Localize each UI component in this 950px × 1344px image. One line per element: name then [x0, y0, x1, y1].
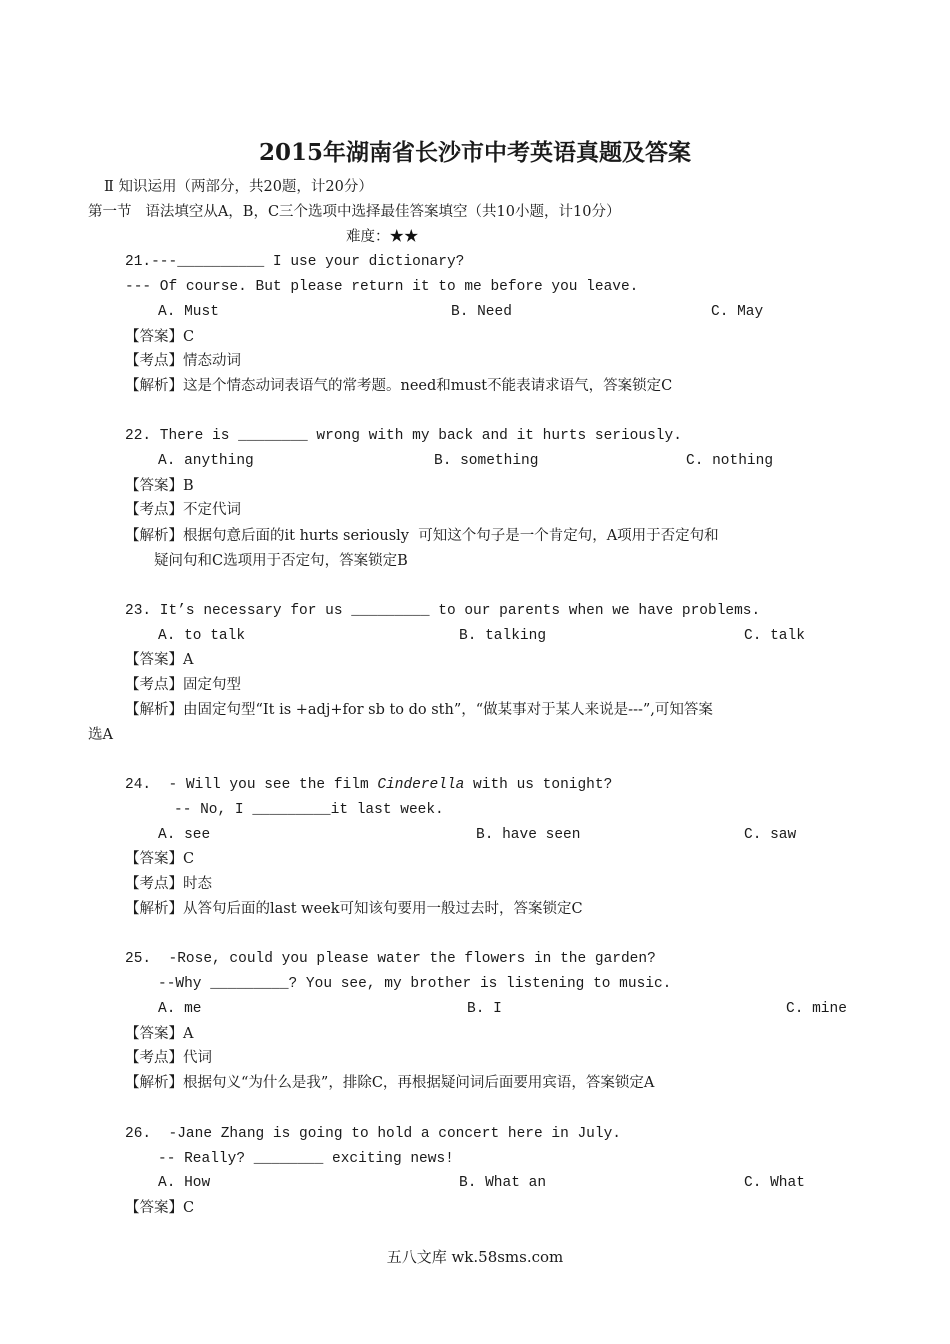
- answer-label: 【答案】: [125, 478, 183, 494]
- q23-analysis-text-1: 由固定句型“It is +adj+for sb to do sth”，“做某事对于某人来说是---”,可知答案: [183, 702, 713, 718]
- document-title: 2015年湖南省长沙市中考英语真题及答案: [258, 139, 691, 166]
- point-label: 【考点】: [125, 502, 183, 518]
- q25-analysis-text: 根据句义“为什么是我”，排除C，再根据疑问词后面要用宾语，答案锁定A: [183, 1075, 655, 1091]
- q22-option-b: B. something: [434, 453, 539, 469]
- q21-option-c: C. May: [711, 304, 764, 320]
- q22-point: [125, 501, 241, 519]
- q25-response: --Why _________? You see, my brother is listening to music.: [158, 976, 672, 992]
- q26-response: -- Really? ________ exciting news!: [158, 1151, 454, 1167]
- q25-answer: [125, 1025, 193, 1043]
- q22-question: 22. There is ________ wrong with my back and it hurts seriously.: [125, 428, 682, 444]
- point-label: 【考点】: [125, 1050, 183, 1066]
- q24-point: [125, 875, 212, 893]
- q22-analysis-text-1: 根据句意后面的it hurts seriously 可知这个句子是一个肯定句，A项用于否定句和: [183, 528, 719, 544]
- q21-answer-value: C: [183, 329, 195, 345]
- q22-option-a: A. anything: [158, 453, 254, 469]
- answer-label: 【答案】: [125, 652, 183, 668]
- q21-response: --- Of course. But please return it to me before you leave.: [125, 279, 639, 295]
- q23-analysis: [125, 701, 713, 719]
- q24-answer-value: C: [183, 851, 195, 867]
- q23-answer: [125, 651, 193, 669]
- q25-question: 25. -Rose, could you please water the flowers in the garden?: [125, 951, 656, 967]
- analysis-label: 【解析】: [125, 702, 183, 718]
- q26-option-c: C. What: [744, 1175, 805, 1191]
- q23-option-a: A. to talk: [158, 628, 246, 644]
- q24-analysis: [125, 900, 583, 918]
- difficulty-label: 难度：: [346, 229, 390, 245]
- point-label: 【考点】: [125, 353, 183, 369]
- q22-point-value: 不定代词: [183, 502, 241, 518]
- analysis-label: 【解析】: [125, 378, 183, 394]
- q21-option-b: B. Need: [451, 304, 512, 320]
- q23-option-c: C. talk: [744, 628, 805, 644]
- q24-response: -- No, I _________it last week.: [174, 802, 444, 818]
- q22-option-c: C. nothing: [686, 453, 774, 469]
- q22-answer-value: B: [183, 478, 194, 494]
- q23-option-b: B. talking: [459, 628, 547, 644]
- q26-answer-value: C: [183, 1200, 195, 1216]
- part-heading: Ⅱ 知识运用（两部分，共20题，计20分）: [104, 179, 373, 195]
- q21-option-a: A. Must: [158, 304, 219, 320]
- q26-option-a: A. How: [158, 1175, 211, 1191]
- q24-question-post: with us tonight?: [464, 777, 613, 793]
- q24-option-b: B. have seen: [476, 827, 581, 843]
- q24-answer: [125, 850, 194, 868]
- q24-film-title: Cinderella: [377, 777, 465, 793]
- q24-question: [125, 776, 612, 794]
- star-icon: ★★: [389, 229, 419, 245]
- q25-option-c: C. mine: [786, 1001, 847, 1017]
- q25-option-b: B. I: [467, 1001, 502, 1017]
- q24-analysis-text: 从答句后面的last week可知该句要用一般过去时，答案锁定C: [183, 901, 583, 917]
- q22-answer: [125, 477, 194, 495]
- point-label: 【考点】: [125, 677, 183, 693]
- q21-analysis: [125, 377, 672, 395]
- q24-option-c: C. saw: [744, 827, 797, 843]
- difficulty-line: [346, 228, 419, 246]
- q25-option-a: A. me: [158, 1001, 202, 1017]
- q23-point-value: 固定句型: [183, 677, 241, 693]
- point-label: 【考点】: [125, 876, 183, 892]
- q23-answer-value: A: [183, 652, 194, 668]
- q21-question: 21.---__________ I use your dictionary?: [125, 254, 465, 270]
- q24-question-pre: 24. - Will you see the film: [125, 777, 378, 793]
- q24-option-a: A. see: [158, 827, 211, 843]
- analysis-label: 【解析】: [125, 1075, 183, 1091]
- q26-answer: [125, 1199, 194, 1217]
- q26-option-b: B. What an: [459, 1175, 547, 1191]
- answer-label: 【答案】: [125, 1200, 183, 1216]
- q21-point: [125, 352, 241, 370]
- answer-label: 【答案】: [125, 329, 183, 345]
- q25-analysis: [125, 1074, 654, 1092]
- q22-analysis-cont: 疑问句和C选项用于否定句，答案锁定B: [154, 553, 408, 569]
- answer-label: 【答案】: [125, 851, 183, 867]
- q21-answer: [125, 328, 194, 346]
- q23-analysis-cont: 选A: [88, 727, 113, 743]
- q23-question: 23. It’s necessary for us _________ to our parents when we have problems.: [125, 603, 761, 619]
- analysis-label: 【解析】: [125, 528, 183, 544]
- answer-label: 【答案】: [125, 1026, 183, 1042]
- q21-analysis-text: 这是个情态动词表语气的常考题。need和must不能表请求语气，答案锁定C: [183, 378, 673, 394]
- analysis-label: 【解析】: [125, 901, 183, 917]
- q26-question: 26. -Jane Zhang is going to hold a concert here in July.: [125, 1126, 621, 1142]
- footer-watermark: 五八文库 wk.58sms.com: [386, 1248, 564, 1266]
- q25-point: [125, 1049, 212, 1067]
- q22-analysis: [125, 527, 719, 545]
- q21-point-value: 情态动词: [183, 353, 241, 369]
- subsection-heading: 第一节 语法填空从A，B，C三个选项中选择最佳答案填空（共10小题，计10分）: [88, 204, 621, 220]
- q25-answer-value: A: [183, 1026, 194, 1042]
- q24-point-value: 时态: [183, 876, 212, 892]
- q23-point: [125, 676, 241, 694]
- q25-point-value: 代词: [183, 1050, 212, 1066]
